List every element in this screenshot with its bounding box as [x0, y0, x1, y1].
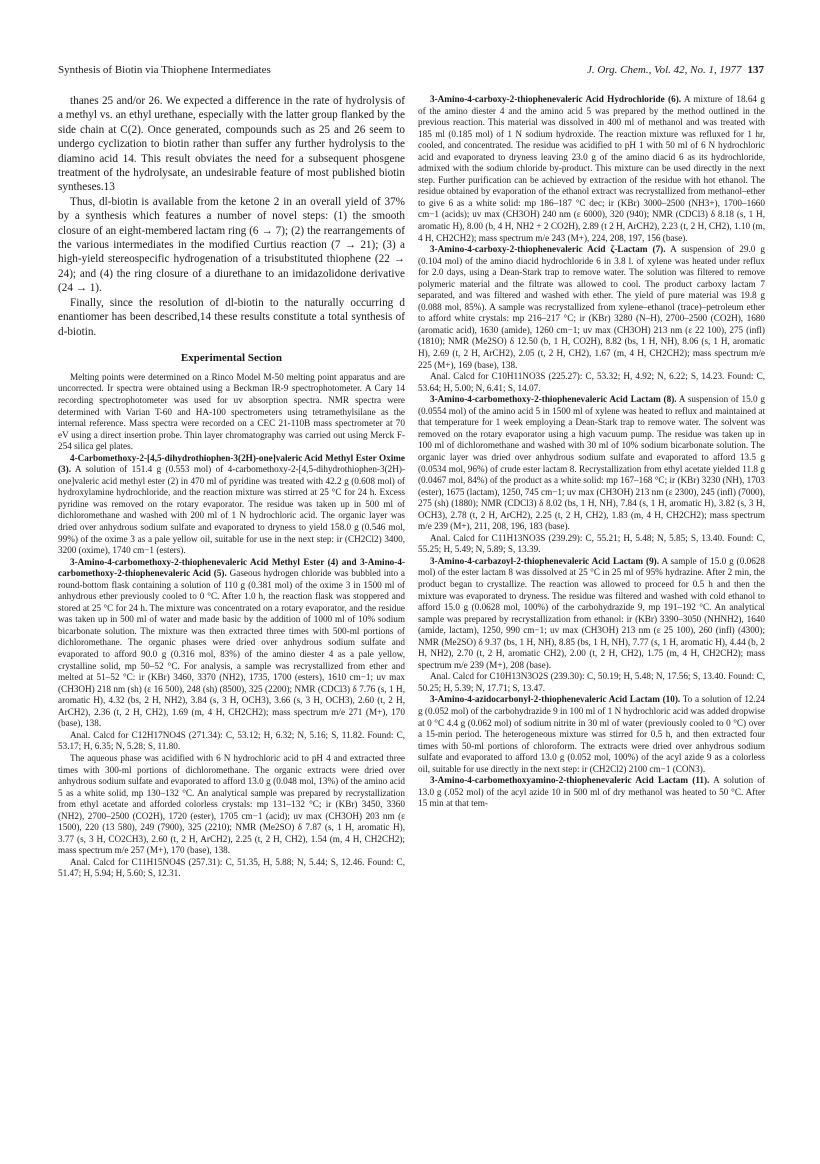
analysis-text: Anal. Calcd for C11H15NO4S (257.31): C, 51.35, H, 5.88; N, 5.44; S, 12.46. Found: C, 51.47; H, 5.94; H, 5.60; S, 12.31. — [58, 856, 405, 879]
analysis-line — [418, 533, 765, 556]
analysis-line — [58, 857, 405, 880]
compound-heading: 3-Amino-4-carbazoyl-2-thiophenevaleric Acid Lactam (9). — [430, 555, 660, 566]
paragraph: Melting points were determined on a Rinco Model M-50 melting point apparatus and are uncorrected. Ir spectra were obtained using a Beckman IR-9 spectrophotometer. A Cary 14 recording spectrophotometer was used for uv absorption spectra. NMR spectra were determined with Varian T-60 and HA-100 spectrometers using tetramethylsilane as the internal reference. Mass spectra were recorded on a CEC 21-110B mass spectrometer at 70 eV using a direct insertion probe. Thin layer chromatography was carried out using Merck F-254 silica gel plates. — [58, 371, 405, 452]
journal-name: J. Org. Chem., Vol. 42, No. 1, 1977 — [586, 64, 742, 76]
experimental-text-continued — [418, 94, 765, 810]
procedure-text: A solution of 151.4 g (0.553 mol) of 4-carbomethoxy-2-[4,5-dihydrothiophen-3(2H)-one]valeric acid methyl ester (2) in 470 ml of pyridine was treated with 42.2 g (0.608 mol) of hydroxylamine hydrochloride, and the reaction mixture was stirred at 25 °C for 24 h. Excess pyridine was removed on the rotary evaporator. The residue was taken up in 500 ml of dichloromethane and washed with 200 ml of 1 N hydrochloric acid. The organic layer was dried over anhydrous sodium sulfate and evaporated to dryness to yield 158.0 g (0.546 mol, 99%) of the oxime 3 as a pale yellow oil, suitable for use in the next step: ir (CH2Cl2) 3400, 3200 (oxime), 1740 cm−1 (esters). — [58, 464, 405, 556]
procedure-text: To a solution of 12.24 g (0.052 mol) of the carbohydrazide 9 in 100 ml of 1 N hydrochloric acid was added dropwise at 0 °C 4.4 g (0.062 mol) of sodium nitrite in 30 ml of water (previously cooled to 0 °C) over a 15-min period. The heterogeneous mixture was stirred for 0.5 h, and then extracted four times with 50-ml portions of chloroform. The extracts were dried over anhydrous sodium sulfate and evaporated to afford 13.0 g (0.052 mol, 100%) of the acyl azide 9 as a colorless oil, suitable for use directly in the next step: ir (CH2Cl2) 2100 cm−1 (CON3). — [418, 694, 765, 774]
procedure-text: A suspension of 29.0 g (0.104 mol) of the amino diacid hydrochloride 6 in 3.8 l. of xylene was heated under reflux for 2.0 days, using a Dean-Stark trap to remove water. The solution was filtered to remove polymeric material and the filtrate was allowed to cool. The product carboxy lactam 7 separated, and was filtered and washed with ether. The yield of pure material was 19.8 g (0.088 mol, 85%). A sample was recrystallized from xylene–ethanol (trace)–petroleum ether to afford white crystals: mp 216–217 °C; ir (KBr) 3280 (N–H), 2700–2500 (CO2H), 1680 (aromatic acid), 1630 (amide), 1260 cm−1; uv max (CH3OH) 213 nm (ε 22 100), 275 (infl) (1810); NMR (Me2SO) δ 12.50 (b, 1 H, CO2H), 8.82 (bs, 1 H, NH), 8.06 (s, 1 H, aromatic H), 2.69 (t, 2 H, ArCH2), 2.05 (t, 2 H, CH2), 1.67 (m, 4 H, CH2CH2); mass spectrum m/e 225 (M+), 169 (base), 138. — [418, 244, 765, 370]
procedure-entry — [418, 556, 765, 671]
procedure-entry — [418, 94, 765, 244]
page-header — [58, 62, 764, 78]
journal-citation — [587, 62, 764, 78]
compound-heading: 4-Carbomethoxy-2-[4,5-dihydrothiophen-3(2H)-one]valeric Acid Methyl Ester Oxime (3). — [58, 452, 405, 475]
procedure-text: A suspension of 15.0 g (0.0554 mol) of the amino acid 5 in 1500 ml of xylene was heated to reflux and maintained at that temperature for 1 week employing a Dean-Stark trap to remove water. The solvent was removed on the rotary evaporator using a high vacuum pump. The residue was taken up in 100 ml of dichloromethane and washed with 30 ml of 10% sodium bicarbonate solution. The organic layer was dried over anhydrous sodium sulfate and evaporated to afford 13.5 g (0.0534 mol, 96%) of crude ester lactam 8. Recrystallization from ethyl acetate yielded 11.8 g (0.0467 mol, 84%) of the product as a white solid: mp 167–168 °C; ir (KBr) 3230 (NH), 1703 (ester), 1675 (lactam), 1250, 745 cm−1; uv max (CH3OH) 213 nm (ε 2300), 245 (infl) (7000), 275 (sh) (1880); NMR (CDCl3) δ 8.02 (bs, 1 H, NH), 7.84 (s, 1 H, aromatic H), 3.82 (s, 3 H, OCH3), 2.78 (t, 2 H, ArCH2), 2.25 (t, 2 H, CH2), 1.83 (m, 4 H, CH2CH2); mass spectrum m/e 239 (M+), 211, 208, 196, 183 (base). — [418, 394, 765, 532]
procedure-text: A sample of 15.0 g (0.0628 mol) of the ester lactam 8 was dissolved at 25 °C in 25 ml of 95% hydrazine. After 2 min, the product began to crystallize. The reaction was allowed to proceed for 0.5 h and then the mixture was evaporated to dryness. The residue was filtered and washed with cold ethanol to afford 15.0 g (0.0628 mol, 100%) of the carbohydrazide 9, mp 191–192 °C. An analytical sample was prepared by recrystallization from ethanol: ir (KBr) 3390–3050 (NHNH2), 1640 (amide, lactam), 1250, 990 cm−1; uv max (CH3OH) 213 nm (ε 25 100), 260 (infl) (4300); NMR (Me2SO) δ 9.37 (bs, 1 H, NH), 8.85 (bs, 1 H, NH), 7.77 (s, 1 H, aromatic H), 4.44 (b, 2 H, NH2), 2.70 (t, 2 H, aromatic CH2), 2.00 (t, 2 H, CH2), 1.75 (m, 4 H, CH2CH2); mass spectrum m/e 239 (M+), 208 (base). — [418, 555, 765, 670]
procedure-entry — [418, 394, 765, 533]
discussion-text — [58, 94, 405, 339]
page-number: 137 — [747, 64, 764, 76]
procedure-text: Gaseous hydrogen chloride was bubbled into a round-bottom flask containing a solution of 110 g (0.381 mol) of the oxime 3 in 1500 ml of anhydrous ether previously cooled to 0 °C. After 1.0 h, the reaction flask was stoppered and stored at 25 °C for 24 h. The mixture was concentrated on a rotary evaporator, and the residue was taken up in 500 ml of water and made basic by the addition of 1000 ml of 10% sodium bicarbonate solution. The mixture was then extracted three times with 500-ml portions of dichloromethane. The organic phases were dried over anhydrous sodium sulfate and evaporated to afford 90.0 g (0.316 mol, 83%) of the amino diester 4 as a pale yellow, crystalline solid, mp 50–52 °C. For analysis, a sample was recrystallized from ether and melted at 51–52 °C: ir (KBr) 3460, 3370 (NH2), 1735, 1700 (esters), 1610 cm−1; uv max (CH3OH) 218 nm (sh) (ε 16 500), 248 (sh) (8500), 325 (2200); NMR (CDCl3) δ 7.76 (s, 1 H, aromatic H), 4.32 (bs, 2 H, NH2), 3.84 (s, 3 H, OCH3), 3.66 (s, 3 H, OCH3), 2.60 (t, 2 H, ArCH2), 2.36 (t, 2 H, CH2), 1.69 (m, 4 H, CH2CH2); mass spectrum m/e 271 (M+), 170 (base), 138. — [58, 568, 405, 729]
procedure-entry — [418, 775, 765, 810]
experimental-text — [58, 372, 405, 880]
analysis-line — [418, 371, 765, 394]
procedure-entry — [418, 694, 765, 775]
analysis-text: Anal. Calcd for C10H11NO3S (225.27): C, 53.32; H, 4.92; N, 6.22; S, 14.23. Found: C, 53.64; H, 5.00; N, 6.41; S, 14.07. — [418, 371, 765, 393]
compound-heading: 3-Amino-4-carbomethoxyamino-2-thiophenevaleric Acid Lactam (11). — [430, 775, 710, 786]
procedure-text: The aqueous phase was acidified with 6 N hydrochloric acid to pH 4 and extracted three times with 300-ml portions of dichloromethane. The organic extracts were dried over anhydrous sodium sulfate and evaporated to afford 13.0 g (0.048 mol, 13%) of the amino acid 5 as a white solid, mp 130–132 °C. An analytical sample was prepared by recrystallization from ethyl acetate and afforded colorless crystals: mp 131–132 °C; ir (KBr) 3450, 3360 (NH2), 2700–2500 (CO2H), 1720 (ester), 1705 cm−1 (acid); uv max (CH3OH) 203 nm (ε 1500), 220 (13 580), 249 (7900), 325 (2210); NMR (Me2SO) δ 7.87 (s, 1 H, aromatic H), 3.77 (s, 3 H, CO2CH3), 2.60 (t, 2 H, ArCH2), 2.25 (t, 2 H, CH2), 1.54 (m, 4 H, CH2CH2); mass spectrum m/e 257 (M+), 170 (base), 138. — [58, 752, 405, 856]
procedure-entry — [58, 557, 405, 730]
compound-heading: 3-Amino-4-carboxy-2-thiophenevaleric Acid Hydrochloride (6). — [430, 94, 682, 104]
compound-heading: 3-Amino-4-carbomethoxy-2-thiophenevaleric Acid Methyl Ester (4) and 3-Amino-4-carbomethoxy-2-thiophenevaleric Acid (5). — [58, 556, 405, 579]
paragraph: Finally, since the resolution of dl-biotin to the naturally occurring d enantiomer has been described,14 these results constitute a total synthesis of d-biotin. — [58, 296, 405, 338]
right-column — [418, 94, 765, 1104]
section-title: Experimental Section — [180, 351, 283, 364]
compound-heading: 3-Amino-4-azidocarbonyl-2-thiophenevaleric Acid Lactam (10). — [430, 694, 681, 705]
left-column — [58, 94, 405, 1104]
procedure-text: A mixture of 18.64 g of the amino diester 4 and the amino acid 5 was prepared by the method outlined in the previous reaction. This material was dissolved in 400 ml of methanol and was treated with 185 ml (0.185 mol) of 1 N sodium hydroxide. The reaction mixture was refluxed for 1 hr, cooled, and concentrated. The residue was acidified to pH 1 with 50 ml of 6 N hydrochloric acid and evaporated to dryness leaving 23.0 g of the amino diacid 6 as its hydrochloride, admixed with the sodium chloride by-product. This mixture can be used directly in the next step. Further purification can be achieved by extraction of the residue with hot ethanol. The residue obtained by evaporation of the ethanol extract was recrystallized from methanol–ether to give 6 as a white solid: mp 186–187 °C dec; ir (KBr) 3000–2500 (NH3+), 1700–1660 cm−1 (acids); uv max (CH3OH) 240 nm (ε 6000), 320 (940); NMR (CDCl3) δ 8.18 (s, 1 H, aromatic H), 8.00 (b, 4 H, NH2 + 2 CO2H), 2.89 (t 2 H, ArCH2), 2.23 (t, 2 H, CH2), 1.10 (m, 4 H, CH2CH2); mass spectrum m/e 243 (M+), 224, 208, 197, 156 (base). — [418, 94, 765, 243]
compound-heading: 3-Amino-4-carbomethoxy-2-thiophenevaleric Acid Lactam (8). — [430, 394, 677, 405]
analysis-text: Anal. Calcd for C10H13N3O2S (239.30): C, 50.19; H, 5.48; N, 17.56; S, 13.40. Found: C, 50.25; H, 5.39; N, 17.71; S, 13.47. — [418, 671, 765, 693]
analysis-line — [418, 671, 765, 694]
procedure-entry — [58, 453, 405, 557]
paragraph: Thus, dl-biotin is available from the ketone 2 in an overall yield of 37% by a synthesis which features a number of novel steps: (1) the smooth closure of an eight-membered lactam ring (6 → 7); (2) the rearrangements of the various intermediates in the modified Curtius reaction (7 → 21); (3) a high-yield stereospecific hydrogenation of a trisubstituted thiophene (22 → 24); and (4) the ring closure of a diurethane to an imidazolidone derivative (24 → 1). — [58, 195, 405, 295]
procedure-entry — [58, 753, 405, 857]
procedure-text: A solution of 13.0 g (.052 mol) of the acyl azide 10 in 500 ml of dry methanol was heated to 50 °C. After 15 min at that tem- — [418, 775, 765, 809]
analysis-text: Anal. Calcd for C12H17NO4S (271.34): C, 53.12; H, 6.32; N, 5.16; S, 11.82. Found: C, 53.17; H, 6.35; N, 5.28; S, 11.80. — [58, 729, 405, 752]
paragraph: thanes 25 and/or 26. We expected a difference in the rate of hydrolysis of a methyl vs. an ethyl urethane, especially with the latter group flanked by the side chain at C(2). Once generated, compounds such as 25 and 26 seem to undergo cyclization to biotin rather than suffer any further hydrolysis to the diamino acid 14. This result obviates the need for a subsequent phosgene treatment of the hydrolysate, an undesirable feature of most published biotin syntheses.13 — [58, 95, 405, 194]
procedure-entry — [418, 244, 765, 371]
analysis-line — [58, 730, 405, 753]
analysis-text: Anal. Calcd for C11H13NO3S (239.29): C, 55.21; H, 5.48; N, 5.85; S, 13.40. Found: C, 55.25; H, 5.49; N, 5.89; S, 13.39. — [418, 532, 765, 555]
running-title: Synthesis of Biotin via Thiophene Intermediates — [58, 64, 271, 76]
compound-heading: 3-Amino-4-carboxy-2-thiophenevaleric Acid ζ-Lactam (7). — [430, 244, 666, 255]
